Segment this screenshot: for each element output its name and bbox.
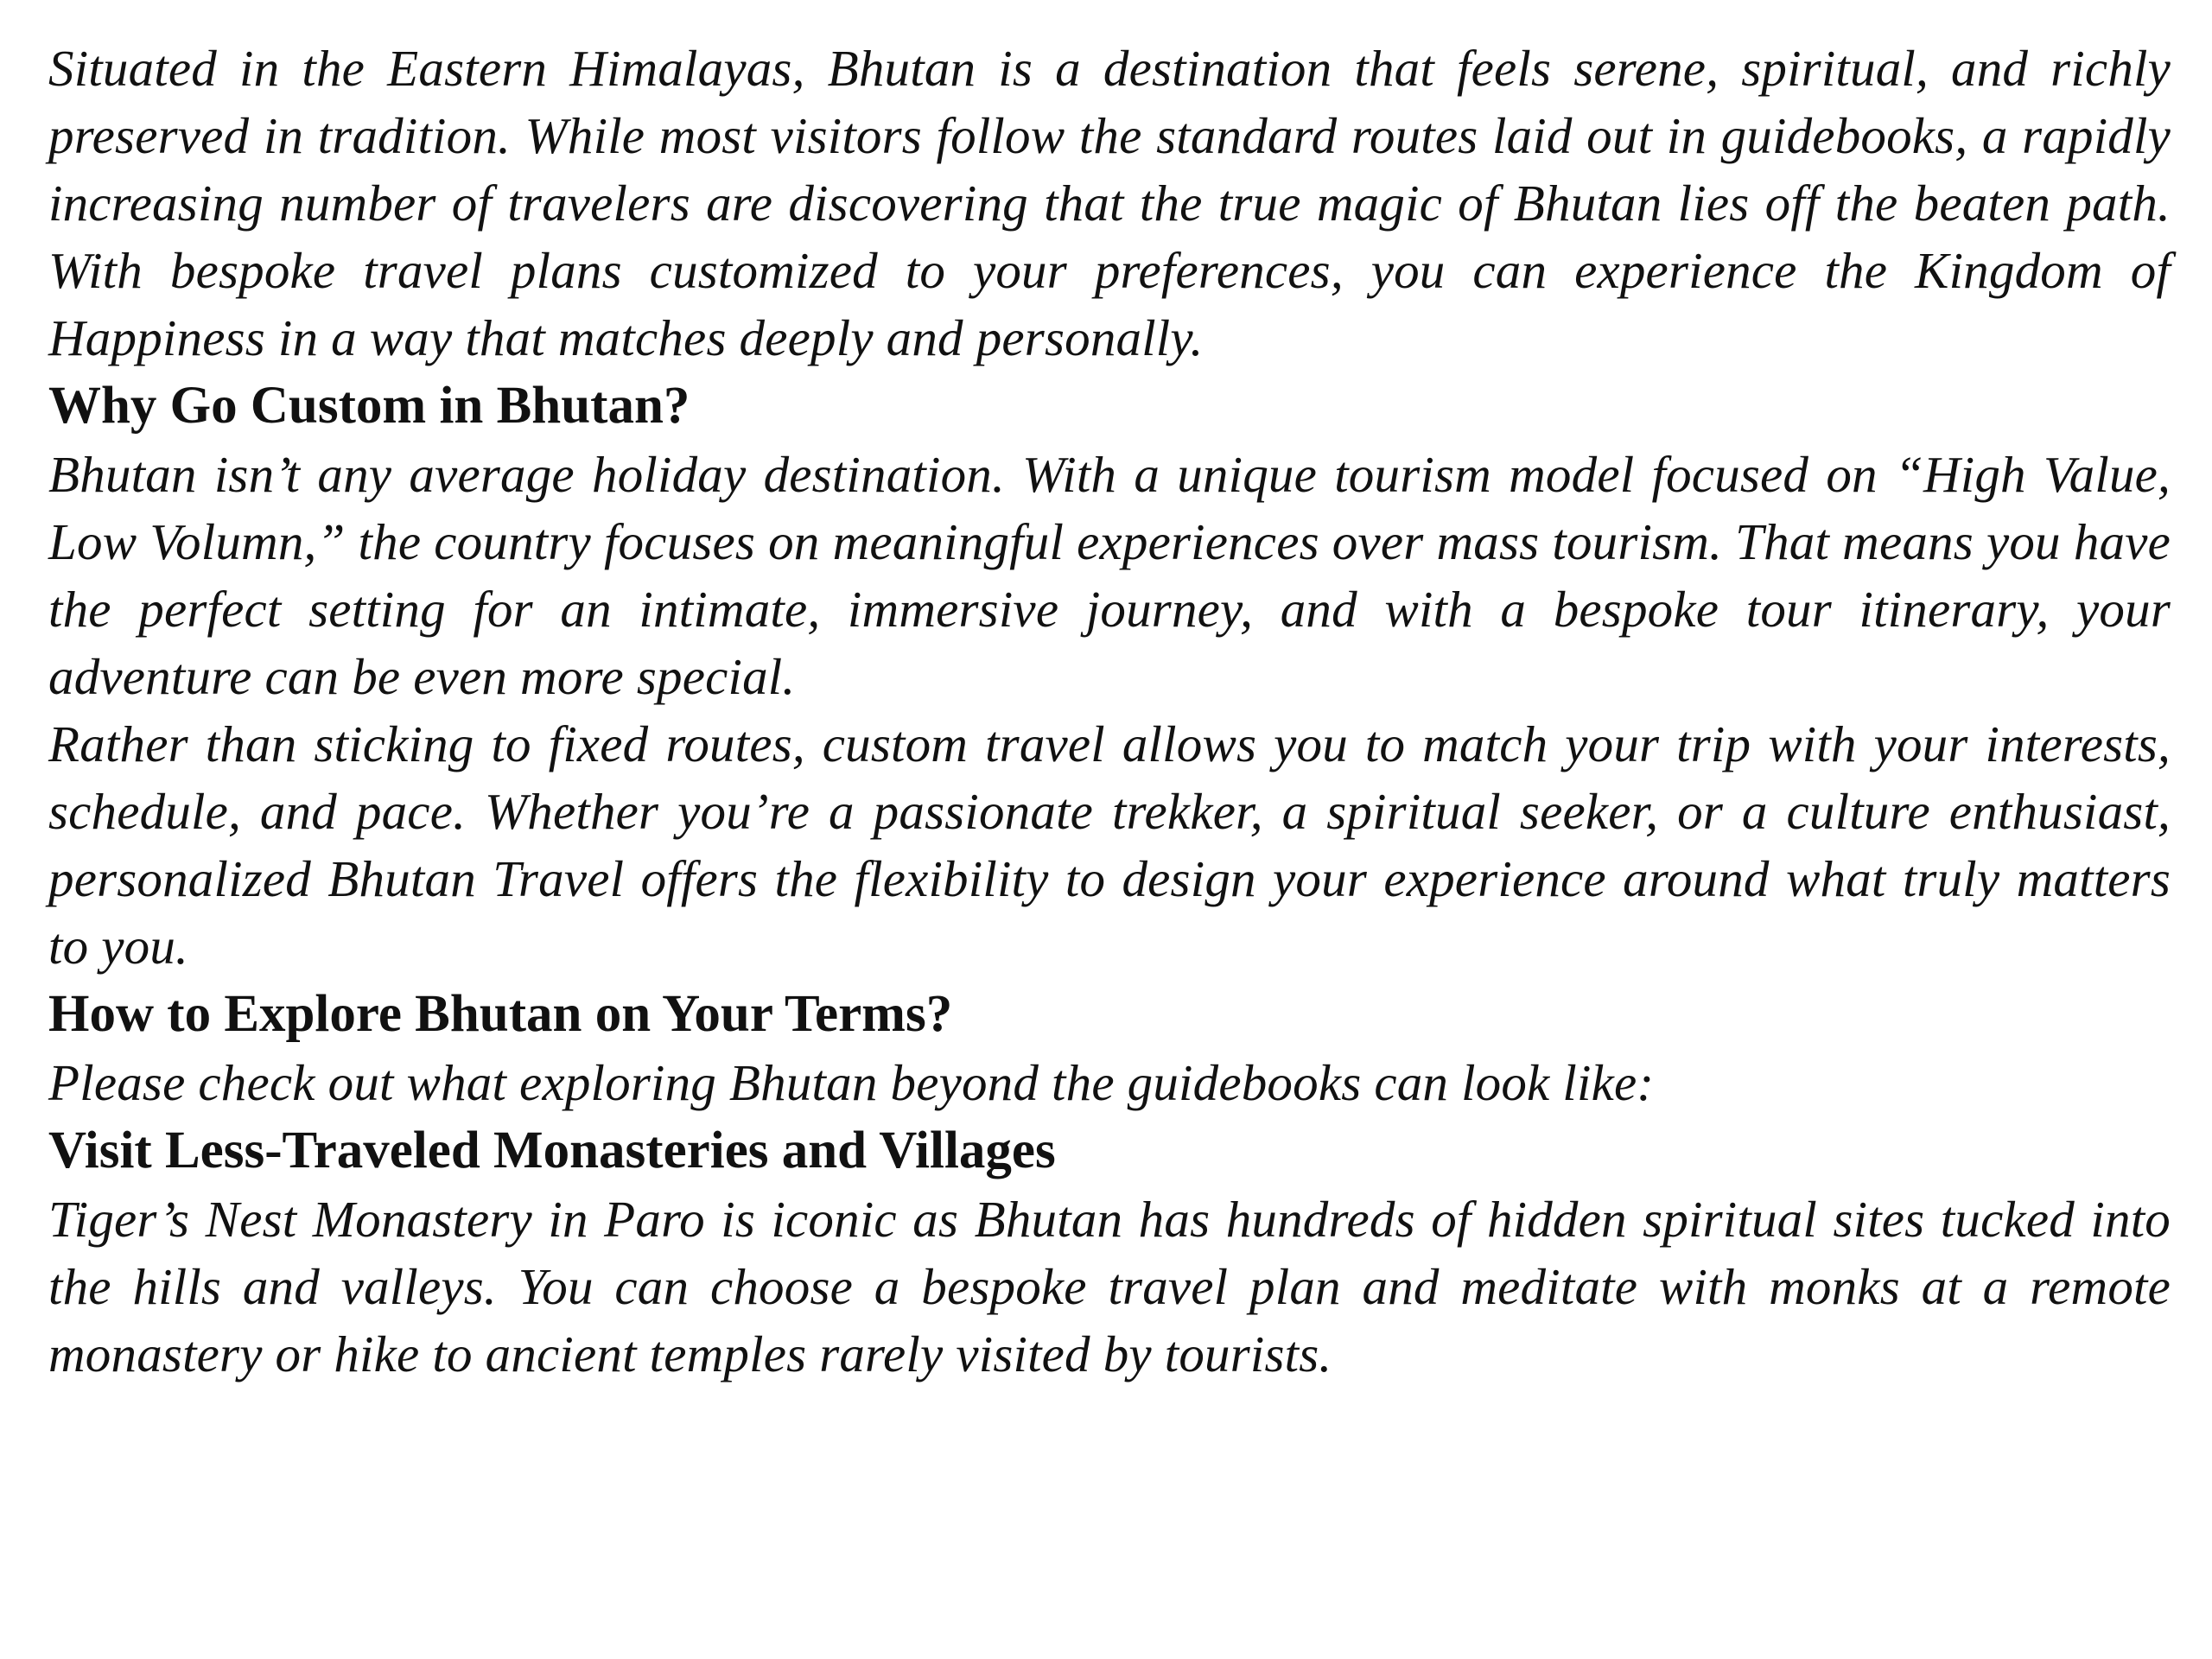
paragraph-custom-travel: Rather than sticking to fixed routes, custom travel allows you to match your trip with your interests, schedule, and pace. Whether you’re a passionate trekker, a spiritual seeker, or a culture enthusiast, personalized Bhutan Travel offers the flexibility to design your experience around what truly matters to you. <box>48 715 2171 975</box>
document-page <box>48 35 2171 1388</box>
intro-paragraph: Situated in the Eastern Himalayas, Bhutan is a destination that feels serene, spiritual, and richly preserved in tradition. While most visitors follow the standard routes laid out in guidebooks, a rapidly increasing number of travelers are discovering that the true magic of Bhutan lies off the beaten path. With bespoke travel plans customized to your preferences, you can experience the Kingdom of Happiness in a way that matches deeply and personally. <box>48 40 2171 366</box>
paragraph-check-out: Please check out what exploring Bhutan beyond the guidebooks can look like: <box>48 1054 1655 1111</box>
section-heading-why-custom: Why Go Custom in Bhutan? <box>48 377 690 435</box>
section-heading-monasteries: Visit Less-Traveled Monasteries and Villages <box>48 1122 1056 1179</box>
paragraph-tigers-nest: Tiger’s Nest Monastery in Paro is iconic as Bhutan has hundreds of hidden spiritual sites tucked into the hills and valleys. You can choose a bespoke travel plan and meditate with monks at a remote monastery or hike to ancient temples rarely visited by tourists. <box>48 1191 2171 1382</box>
section-heading-explore-terms: How to Explore Bhutan on Your Terms? <box>48 985 953 1043</box>
paragraph-bhutan-tourism-model: Bhutan isn’t any average holiday destination. With a unique tourism model focused on “High Value, Low Volumn,” the country focuses on meaningful experiences over mass tourism. That means you have the perfect setting for an intimate, immersive journey, and with a bespoke tour itinerary, your adventure can be even more special. <box>48 446 2171 705</box>
